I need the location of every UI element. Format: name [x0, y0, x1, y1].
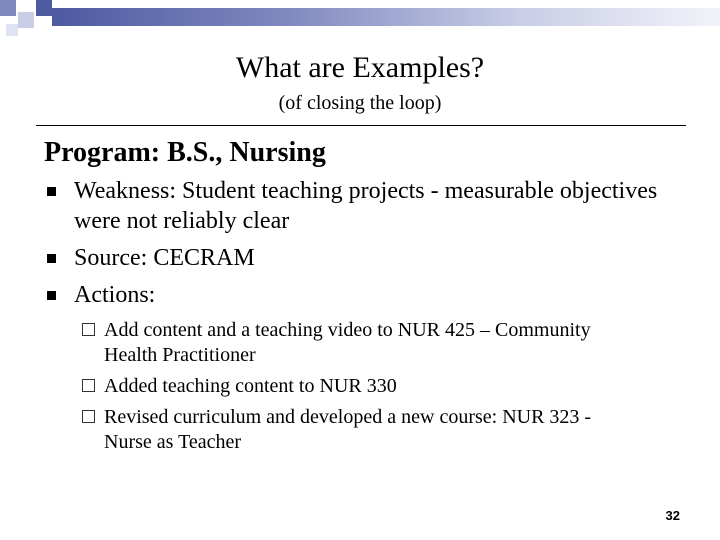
sub-bullet-text: Added teaching content to NUR 330 [104, 375, 397, 397]
square-bullet-icon [47, 187, 56, 196]
bullet-item [44, 176, 664, 236]
hollow-square-bullet-icon [82, 379, 95, 392]
decor-square-1 [0, 0, 16, 16]
square-bullet-icon [47, 254, 56, 263]
title-divider [36, 125, 686, 126]
program-heading: Program: B.S., Nursing [44, 137, 326, 168]
bullet-text: Actions: [74, 282, 156, 308]
sub-bullet-item [80, 374, 600, 399]
sub-bullet-list [80, 318, 600, 461]
bullet-list [44, 176, 664, 317]
sub-bullet-item [80, 405, 600, 455]
hollow-square-bullet-icon [82, 323, 95, 336]
bullet-text: Source: CECRAM [74, 245, 255, 271]
decor-square-4 [6, 24, 18, 36]
decor-square-2 [18, 12, 34, 28]
sub-bullet-text: Add content and a teaching video to NUR 425 – Community Health Practitioner [104, 319, 591, 366]
header-band [0, 0, 720, 36]
bullet-text: Weakness: Student teaching projects - measurable objectives were not reliably clear [74, 178, 658, 234]
bullet-item [44, 280, 664, 310]
square-bullet-icon [47, 291, 56, 300]
slide-title: What are Examples? [235, 51, 485, 84]
hollow-square-bullet-icon [82, 410, 95, 423]
slide-subtitle: (of closing the loop) [278, 92, 442, 114]
sub-bullet-item [80, 318, 600, 368]
decor-square-3 [36, 0, 52, 16]
header-gradient-strip [52, 8, 720, 26]
page-number: 32 [665, 508, 680, 523]
bullet-item [44, 243, 664, 273]
sub-bullet-text: Revised curriculum and developed a new course: NUR 323 - Nurse as Teacher [104, 406, 592, 453]
